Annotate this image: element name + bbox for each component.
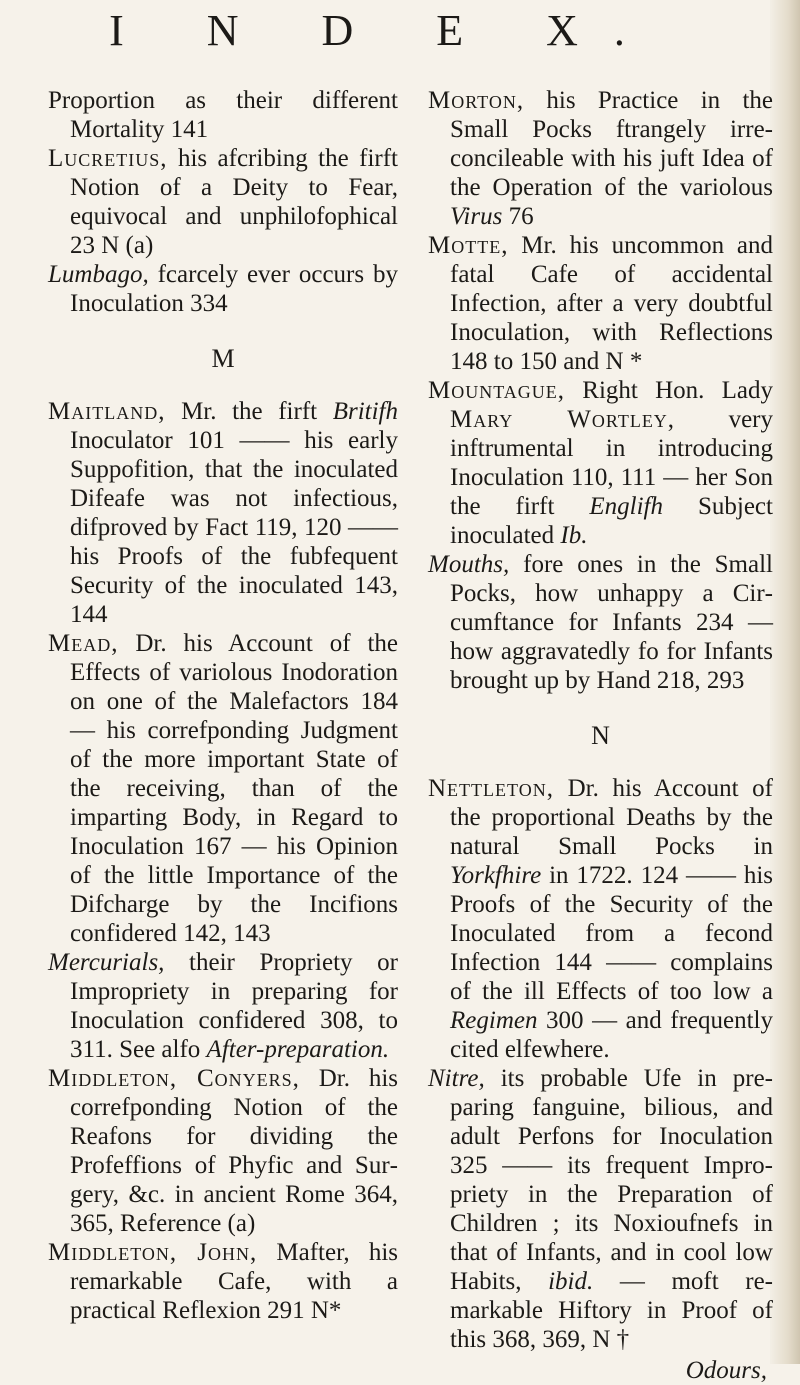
index-entry: Morton, his Practice in the Small Pocks ftrangely irreconcileable with his juft Idea of the Operation of the variolous Virus 76 <box>428 87 773 230</box>
index-entry: Nettleton, Dr. his Account of the proportional Deaths by the natural Small Pocks in Yorkfhire in 1722. 124 —— his Proofs of the Security of the Inoculated from a fecond Infection 144 —— complains of the ill Effects of too low a Regimen 300 — and frequently cited elfewhere. <box>428 775 773 1063</box>
index-entry: Motte, Mr. his uncommon and fatal Cafe of accidental Infection, after a very doubtful Inoculation, with Reflections 148 to 150 and N * <box>428 232 773 375</box>
index-entry: Mouths, fore ones in the Small Pocks, how unhappy a Circumftance for Infants 234 — how aggravatedly fo for Infants brought up by Hand 218, 293 <box>428 551 773 694</box>
index-entry: Mead, Dr. his Account of the Effects of variolous Inodoration on one of the Malefactors 184 — his correfponding Judgment of the more important State of the receiving, than of the imparting Body, in Regard to Inoculation 167 — his Opinion of the little Importance of the Difcharge by the Incifions confidered 142, 143 <box>48 630 398 947</box>
index-entry: Proportion as their different Mortality 141 <box>48 87 398 143</box>
page-edge <box>770 0 800 1364</box>
index-entry: Middleton, John, Mafter, his remarkable Cafe, with a practical Reflexion 291 N* <box>48 1239 398 1324</box>
catchword: Odours, <box>685 1357 767 1384</box>
index-entry: Mountague, Right Hon. Lady Mary Wortley, very inftrumental in introducing Inoculation 110, 111 — her Son the firft Englifh Subject inoculated Ib. <box>428 377 773 549</box>
index-entry: Lucretius, his afcribing the firft Notion of a Deity to Fear, equivocal and unphilofophical 23 N (a) <box>48 145 398 259</box>
index-entry: Middleton, Conyers, Dr. his correfponding Notion of the Reafons for dividing the Profeffions of Phyfic and Surgery, &c. in ancient Rome 364, 365, Reference (a) <box>48 1065 398 1237</box>
index-entry: Mercurials, their Propriety or Impropriety in preparing for Inoculation confidered 308, to 311. See alfo After-preparation. <box>48 949 398 1063</box>
index-entry: Maitland, Mr. the firft Britifh Inoculator 101 —— his early Suppofition, that the inoculated Difeafe was not infectious, difproved by Fact 119, 120 —— his Proofs of the fubfequent Security of the inoculated 143, 144 <box>48 398 398 628</box>
page-header: I N D E X. <box>109 6 661 55</box>
section-letter-m: M <box>211 344 235 373</box>
section-letter-n: N <box>591 721 610 750</box>
index-entry: Nitre, its probable Ufe in preparing fanguine, bilious, and adult Perfons for Inoculation 325 —— its frequent Impropriety in the Preparation of Children ; its Noxioufnefs in that of Infants, and in cool low Habits, ibid. — moft remarkable Hiftory in Proof of this 368, 369, N † <box>428 1065 773 1353</box>
index-entry: Lumbago, fcarcely ever occurs by Inoculation 334 <box>48 261 398 317</box>
left-column <box>48 86 398 1325</box>
right-column <box>428 86 773 1385</box>
